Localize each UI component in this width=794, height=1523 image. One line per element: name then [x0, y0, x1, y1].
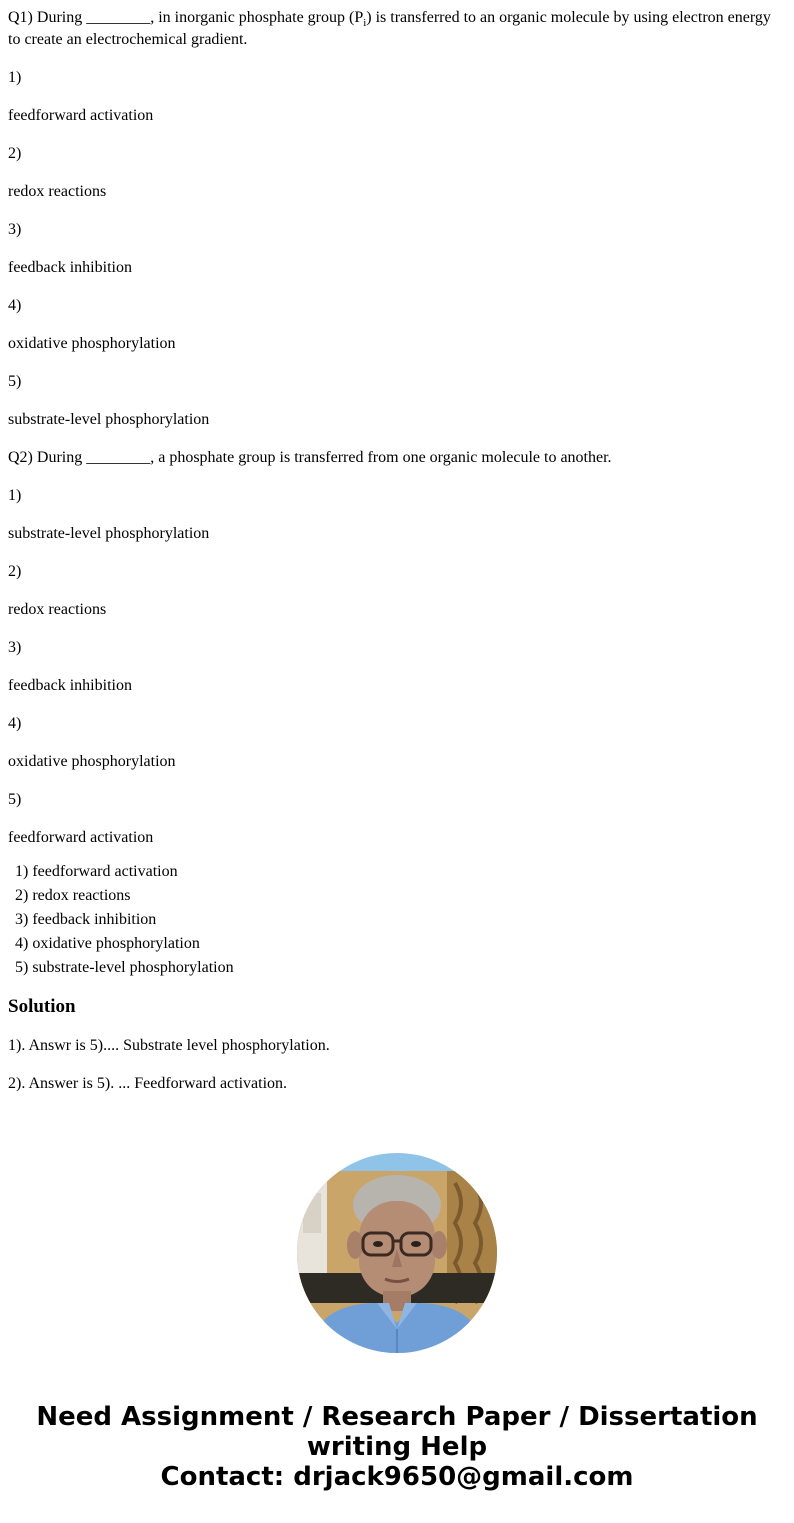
subscript-i: i	[363, 17, 367, 30]
solution-heading: Solution	[8, 996, 76, 1017]
promo-banner	[0, 1402, 794, 1492]
q2-option-5-number: 5)	[8, 791, 22, 808]
q2-option-1-label: substrate-level phosphorylation	[8, 525, 210, 542]
q1-option-4-label: oxidative phosphorylation	[8, 335, 176, 352]
q2-option-1-number: 1)	[8, 487, 22, 504]
table-option-number: 3)	[15, 911, 29, 928]
q1-option-5-label: substrate-level phosphorylation	[8, 411, 210, 428]
author-portrait-image	[297, 1153, 497, 1353]
promo-contact: Contact: drjack9650@gmail.com	[160, 1462, 634, 1492]
solution-answer-1: 1). Answr is 5).... Substrate level phosphorylation.	[8, 1037, 330, 1054]
table-option-label: oxidative phosphorylation	[32, 935, 200, 952]
table-option-number: 2)	[15, 887, 29, 904]
table-option-number: 4)	[15, 935, 29, 952]
table-row	[14, 885, 235, 907]
table-option-label: feedforward activation	[32, 863, 178, 880]
promo-line-2: writing Help	[306, 1432, 488, 1462]
q2-option-2-label: redox reactions	[8, 601, 107, 618]
q1-option-2-label: redox reactions	[8, 183, 107, 200]
q2-option-2-number: 2)	[8, 563, 22, 580]
q1-option-1-number: 1)	[8, 69, 22, 86]
q1-option-3-label: feedback inhibition	[8, 259, 132, 276]
options-table	[12, 859, 237, 981]
solution-answer-2: 2). Answer is 5). ... Feedforward activation.	[8, 1075, 288, 1092]
table-row	[14, 957, 235, 979]
q1-option-5-number: 5)	[8, 373, 22, 390]
table-row	[14, 861, 235, 883]
q1-option-2-number: 2)	[8, 145, 22, 162]
table-option-label: feedback inhibition	[32, 911, 157, 928]
document-body	[8, 7, 786, 1111]
q1-option-1-label: feedforward activation	[8, 107, 154, 124]
table-row	[14, 933, 235, 955]
q2-option-3-label: feedback inhibition	[8, 677, 132, 694]
table-option-number: 5)	[15, 959, 29, 976]
table-option-label: substrate-level phosphorylation	[32, 959, 234, 976]
table-option-number: 1)	[15, 863, 29, 880]
question-1-text: Q1) During ________, in inorganic phosphate group $(P_i)$ is transferred to an organic molecule by using electron energy to create an electrochemical gradient.	[8, 9, 771, 48]
table-option-label: redox reactions	[32, 887, 131, 904]
q1-option-3-number: 3)	[8, 221, 22, 238]
table-row	[14, 909, 235, 931]
q2-option-4-number: 4)	[8, 715, 22, 732]
author-photo	[297, 1153, 497, 1353]
q2-option-5-label: feedforward activation	[8, 829, 154, 846]
question-2-text: Q2) During ________, a phosphate group is transferred from one organic molecule to another.	[8, 449, 612, 466]
q2-option-4-label: oxidative phosphorylation	[8, 753, 176, 770]
promo-line-1: Need Assignment / Research Paper / Dissertation	[36, 1402, 758, 1432]
q1-option-4-number: 4)	[8, 297, 22, 314]
q2-option-3-number: 3)	[8, 639, 22, 656]
